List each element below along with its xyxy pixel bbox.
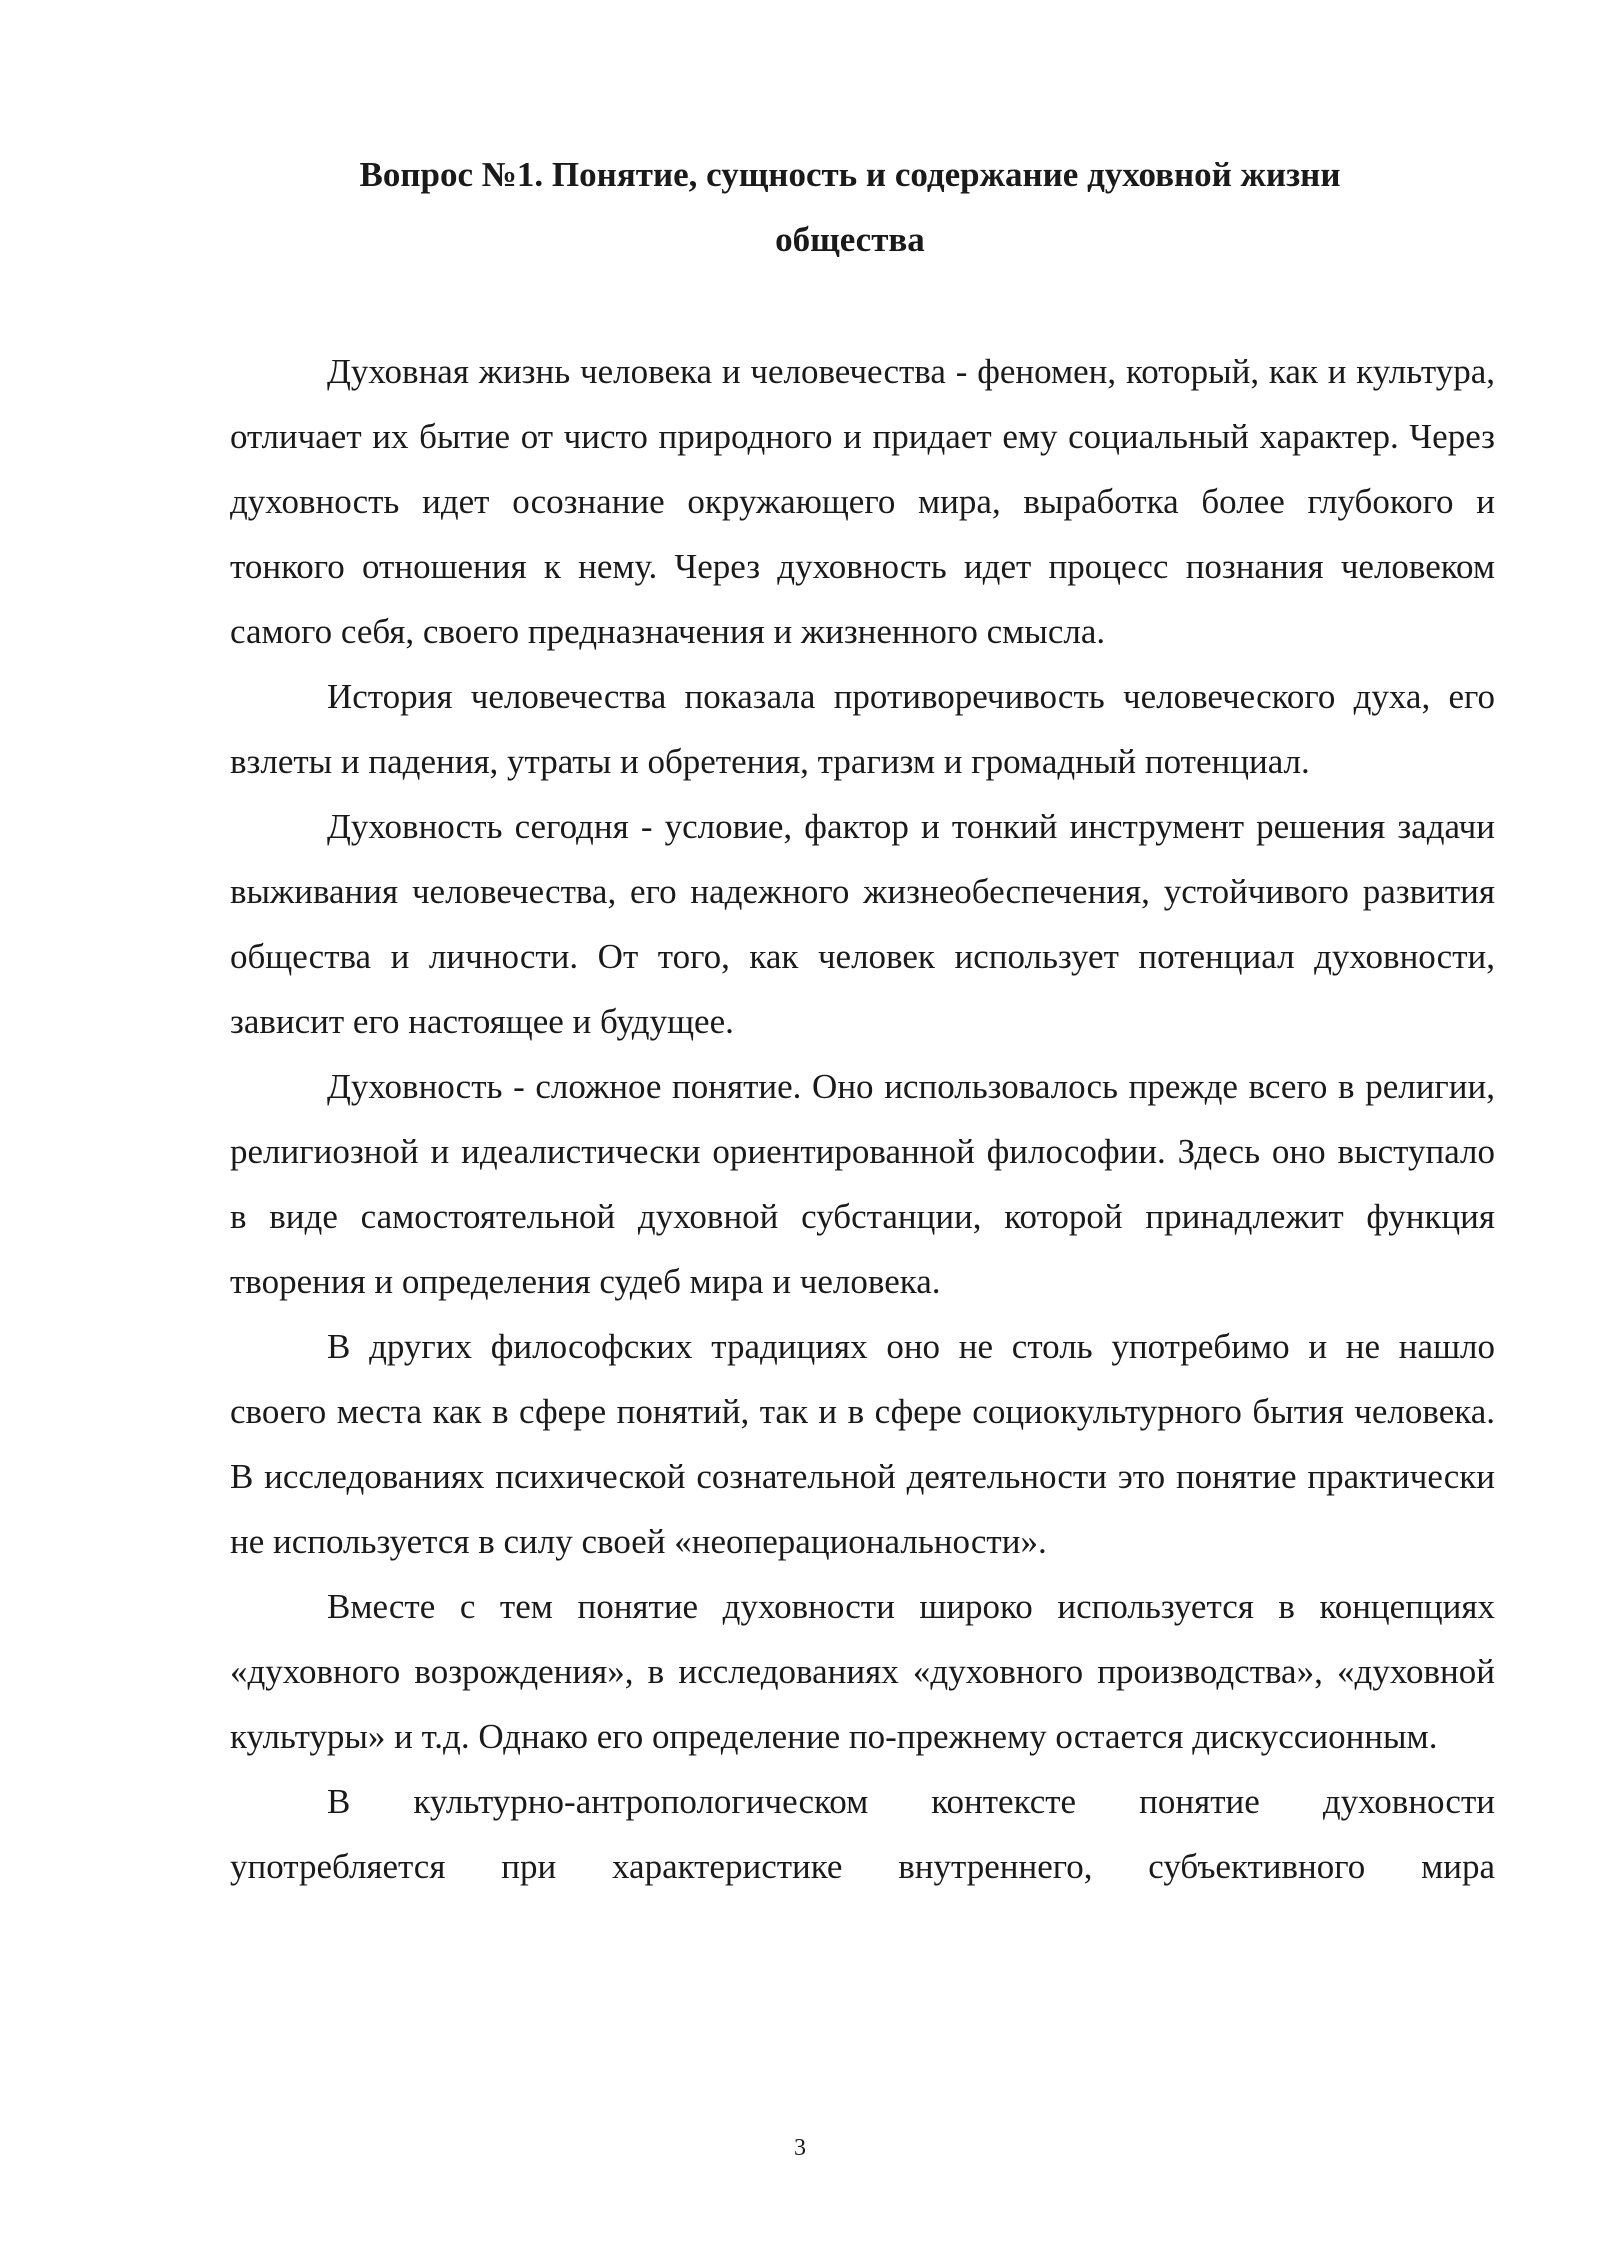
- paragraph: Духовность сегодня - условие, фактор и тонкий инструмент решения задачи выживания человечества, его надежного жизнеобеспечения, устойчивого развития общества и личности. От того, как человек использует потенциал духовности, зависит его настоящее и будущее.: [230, 807, 1495, 1041]
- page-number: 3: [794, 2135, 806, 2161]
- section-heading-line-2: общества: [775, 220, 925, 259]
- section-heading-line-1: Вопрос №1. Понятие, сущность и содержание духовной жизни: [359, 155, 1341, 194]
- section-heading: [330, 142, 1370, 272]
- paragraph-continued: В культурно-антропологическом контексте понятие духовности употребляется при характеристике внутреннего, субъективного мира: [230, 1782, 1495, 1886]
- paragraph: Духовная жизнь человека и человечества - феномен, который, как и культура, отличает их бытие от чисто природного и придает ему социальный характер. Через духовность идет осознание окружающего мира, выработка более глубокого и тонкого отношения к нему. Через духовность идет процесс познания человеком самого себя, своего предназначения и жизненного смысла.: [230, 352, 1495, 651]
- paragraph: В других философских традициях оно не столь употребимо и не нашло своего места как в сфере понятий, так и в сфере социокультурного бытия человека. В исследованиях психической сознательной деятельности это понятие практически не используется в силу своей «неоперациональности».: [230, 1327, 1495, 1561]
- paragraph: Духовность - сложное понятие. Оно использовалось прежде всего в религии, религиозной и идеалистически ориентированной философии. Здесь оно выступало в виде самостоятельной духовной субстанции, которой принадлежит функция творения и определения судеб мира и человека.: [230, 1067, 1495, 1301]
- body-text: [230, 339, 1495, 1899]
- paragraph: Вместе с тем понятие духовности широко используется в концепциях «духовного возрождения», в исследованиях «духовного производства», «духовной культуры» и т.д. Однако его определение по-прежнему остается дискуссионным.: [230, 1587, 1495, 1756]
- paragraph: История человечества показала противоречивость человеческого духа, его взлеты и падения, утраты и обретения, трагизм и громадный потенциал.: [230, 677, 1495, 781]
